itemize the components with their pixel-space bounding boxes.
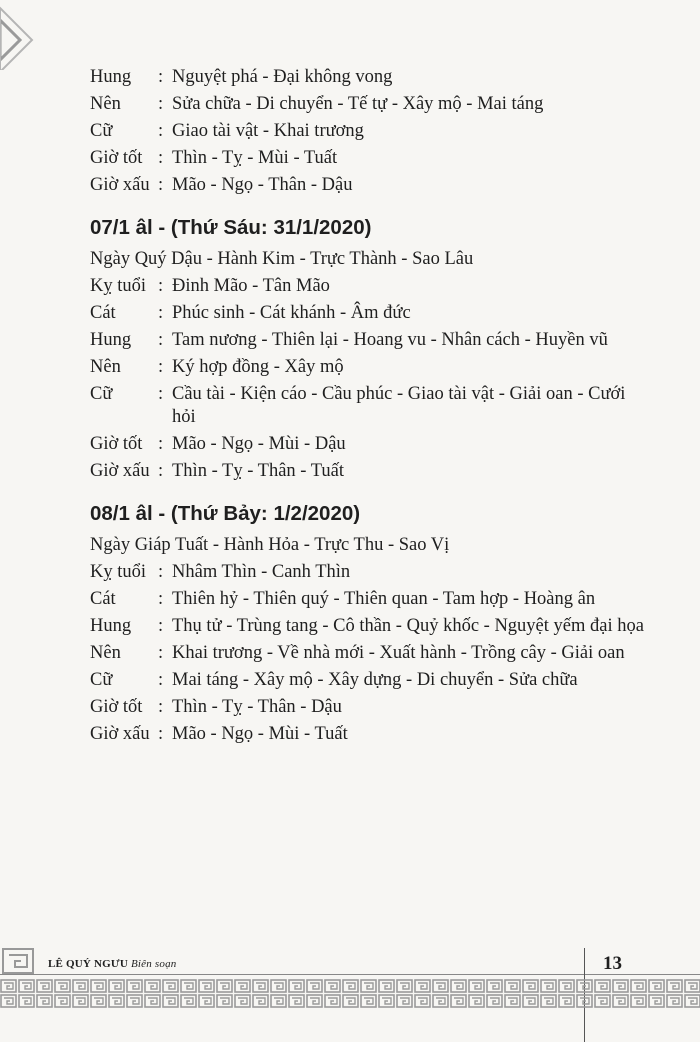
row-colon: : (158, 562, 164, 582)
row-value: Thiên hỷ - Thiên quý - Thiên quan - Tam hợp - Hoàng ân (172, 589, 596, 609)
day-heading: 07/1 âl - (Thứ Sáu: 31/1/2020) (90, 216, 372, 239)
row-label: Cữ (90, 670, 113, 690)
info-row (90, 433, 650, 456)
info-row (90, 302, 650, 325)
row-value: Mão - Ngọ - Mùi - Tuất (172, 724, 348, 744)
row-value: Tam nương - Thiên lại - Hoang vu - Nhân cách - Huyền vũ (172, 330, 608, 350)
row-colon: : (158, 121, 164, 141)
row-label: Cát (90, 589, 116, 609)
day-summary: Ngày Quý Dậu - Hành Kim - Trực Thành - Sao Lâu (90, 249, 474, 269)
info-row (90, 669, 650, 692)
row-colon: : (158, 276, 164, 296)
footer-author (48, 958, 176, 970)
row-value: Thìn - Tỵ - Mùi - Tuất (172, 148, 338, 168)
row-label: Nên (90, 357, 121, 377)
info-row (90, 588, 650, 611)
info-row (90, 275, 650, 298)
info-row (90, 615, 650, 638)
row-label: Kỵ tuổi (90, 276, 147, 296)
row-label: Cữ (90, 121, 113, 141)
info-row (90, 561, 650, 584)
info-row (90, 66, 650, 89)
info-row (90, 120, 650, 143)
day-section-07-1 (90, 215, 650, 483)
row-label: Hung (90, 330, 132, 350)
row-label: Nên (90, 643, 121, 663)
page-number: 13 (603, 953, 622, 974)
row-colon: : (158, 303, 164, 323)
row-colon: : (158, 670, 164, 690)
row-label: Cát (90, 303, 116, 323)
row-label: Giờ tốt (90, 697, 143, 717)
row-value: Giao tài vật - Khai trương (172, 121, 364, 141)
row-colon: : (158, 67, 164, 87)
row-value: Thìn - Tỵ - Thân - Tuất (172, 461, 344, 481)
row-label: Giờ xấu (90, 175, 150, 195)
author-role: Biên soạn (130, 958, 177, 970)
row-colon: : (158, 357, 164, 377)
row-label: Nên (90, 94, 121, 114)
row-colon: : (158, 724, 164, 744)
row-label: Cữ (90, 384, 113, 404)
previous-day-section (90, 66, 650, 197)
corner-ornament-icon (0, 0, 40, 70)
info-row (90, 174, 650, 197)
row-colon: : (158, 589, 164, 609)
row-colon: : (158, 461, 164, 481)
day-summary: Ngày Giáp Tuất - Hành Hỏa - Trực Thu - Sao Vị (90, 535, 450, 555)
row-colon: : (158, 175, 164, 195)
info-row (90, 696, 650, 719)
row-value: Thụ tử - Trùng tang - Cô thần - Quỷ khốc - Nguyệt yếm đại họa (172, 616, 644, 636)
row-value: Nguyệt phá - Đại không vong (172, 67, 393, 87)
day-heading: 08/1 âl - (Thứ Bảy: 1/2/2020) (90, 502, 361, 525)
row-colon: : (158, 94, 164, 114)
row-value: Mão - Ngọ - Thân - Dậu (172, 175, 353, 195)
row-colon: : (158, 384, 164, 404)
row-colon: : (158, 643, 164, 663)
page-content (90, 66, 650, 750)
row-value: Mão - Ngọ - Mùi - Dậu (172, 434, 346, 454)
row-colon: : (158, 697, 164, 717)
row-label: Giờ xấu (90, 461, 150, 481)
info-row (90, 93, 650, 116)
row-value: Khai trương - Về nhà mới - Xuất hành - Trồng cây - Giải oan (172, 643, 625, 663)
day-section-08-1 (90, 501, 650, 746)
row-label: Hung (90, 616, 132, 636)
row-value: Thìn - Tỵ - Thân - Dậu (172, 697, 342, 717)
row-value: Phúc sinh - Cát khánh - Âm đức (172, 303, 411, 323)
row-value: Đinh Mão - Tân Mão (172, 276, 330, 296)
row-colon: : (158, 616, 164, 636)
row-value: Sửa chữa - Di chuyển - Tế tự - Xây mộ - Mai táng (172, 94, 544, 114)
row-label: Giờ tốt (90, 434, 143, 454)
info-row (90, 723, 650, 746)
row-colon: : (158, 148, 164, 168)
row-label: Giờ xấu (90, 724, 150, 744)
info-row (90, 329, 650, 352)
row-label: Hung (90, 67, 132, 87)
row-value: Ký hợp đồng - Xây mộ (172, 357, 344, 377)
row-value: Nhâm Thìn - Canh Thìn (172, 562, 351, 582)
row-colon: : (158, 330, 164, 350)
row-value: Mai táng - Xây mộ - Xây dựng - Di chuyển - Sửa chữa (172, 670, 578, 690)
info-row (90, 460, 650, 483)
greek-key-corner-icon (0, 946, 40, 976)
row-value: Cầu tài - Kiện cáo - Cầu phúc - Giao tài vật - Giải oan - Cưới hỏi (172, 384, 626, 427)
row-label: Giờ tốt (90, 148, 143, 168)
footer-divider (0, 974, 700, 975)
row-colon: : (158, 434, 164, 454)
row-label: Kỵ tuổi (90, 562, 147, 582)
greek-key-border-icon (0, 978, 700, 1010)
info-row (90, 356, 650, 379)
author-name: LÊ QUÝ NGƯU (48, 958, 129, 970)
info-row (90, 147, 650, 170)
info-row (90, 642, 650, 665)
info-row (90, 383, 650, 429)
